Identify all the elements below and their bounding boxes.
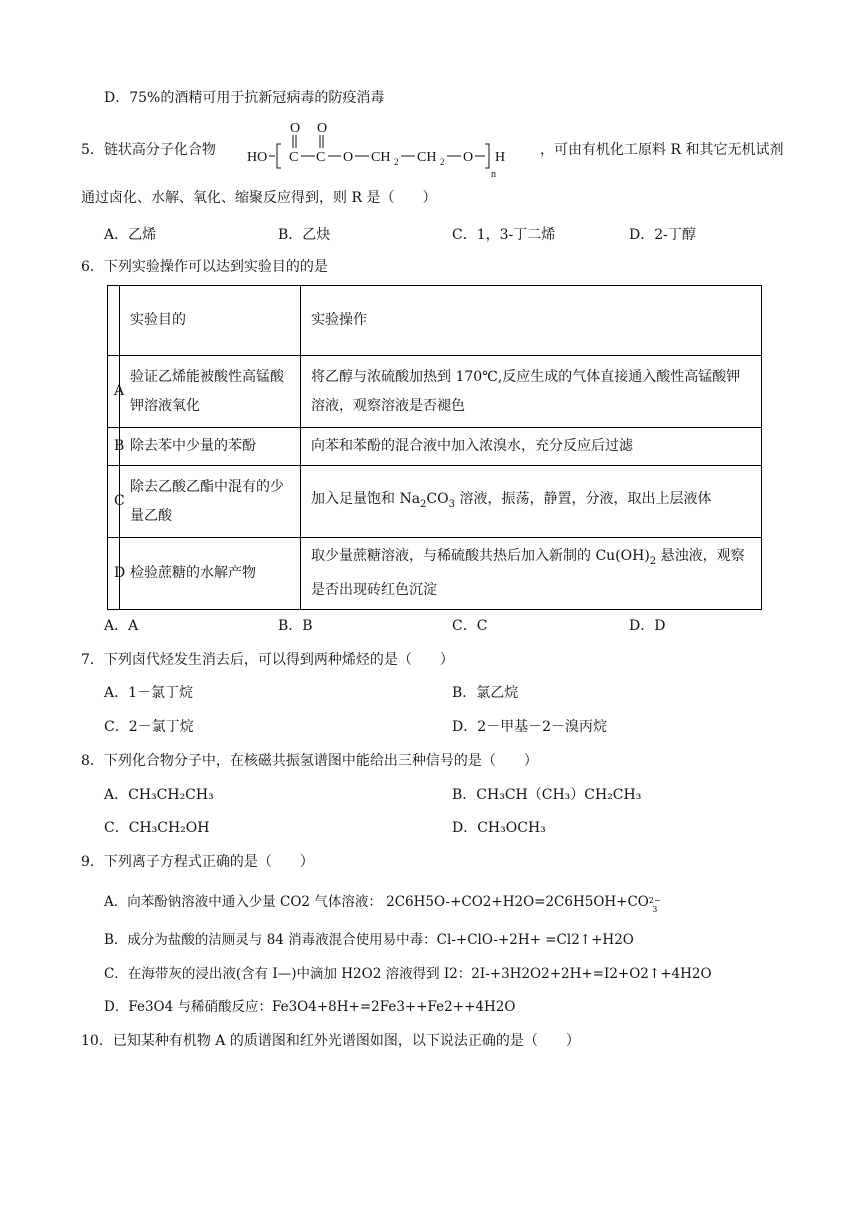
q7-stem: 7．下列卤代烃发生消去后，可以得到两种烯烃的是（ ） xyxy=(81,652,454,668)
row-operation: 取少量蔗糖溶液，与稀硫酸共热后加入新制的 $Cu(OH)_2$ 悬浊液，观察是否出现砖红色沉淀 xyxy=(301,538,762,610)
struct-o1: O xyxy=(290,121,301,136)
table-row xyxy=(108,466,762,538)
q5-stem-part3: 通过卤化、水解、氧化、缩聚反应得到，则 R 是（ ） xyxy=(81,190,437,206)
q6-option-c: C．C xyxy=(452,618,488,634)
q7-option-c: C．2－氯丁烷 xyxy=(104,719,194,735)
q5-stem-part2: ，可由有机化工原料 R 和其它无机试剂 xyxy=(540,142,784,158)
q9-option-a: A．向苯酚钠溶液中通入少量 CO2 气体溶液： 2C6H5O-+CO2+H2O=2C6H5OH+CO2− 3 xyxy=(104,894,661,914)
struct-ox: O xyxy=(343,150,354,165)
struct-c2: C xyxy=(316,150,326,165)
q6-option-d: D．D xyxy=(629,618,666,634)
struct-o2: O xyxy=(317,121,328,136)
struct-n: n xyxy=(491,169,496,180)
struct-h: H xyxy=(495,150,506,165)
q5-option-b: B．乙炔 xyxy=(278,227,331,243)
row-operation: 将乙醇与浓硫酸加热到 170℃,反应生成的气体直接通入酸性高锰酸钾溶液，观察溶液是否褪色 xyxy=(301,356,762,428)
q9-option-d: D．Fe3O4 与稀硝酸反应：Fe3O4+8H+=2Fe3++Fe2++4H2O xyxy=(104,999,516,1015)
q8-option-c: C．CH₃CH₂OH xyxy=(104,820,210,836)
struct-ch2b: CH xyxy=(417,150,437,165)
row-goal: 除去乙酸乙酯中混有的少量乙酸 xyxy=(120,466,301,538)
row-goal: 验证乙烯能被酸性高锰酸钾溶液氧化 xyxy=(120,356,301,428)
q9-option-b: B．成分为盐酸的洁厕灵与 84 消毒液混合使用易中毒：Cl-+ClO-+2H+ =Cl2↑+H2O xyxy=(104,932,634,948)
q7-option-b: B．氯乙烷 xyxy=(452,685,519,701)
q5-option-a: A．乙烯 xyxy=(104,227,157,243)
row-goal: 检验蔗糖的水解产物 xyxy=(120,538,301,610)
q7-option-a: A．1－氯丁烷 xyxy=(104,685,194,701)
row-goal: 除去苯中少量的苯酚 xyxy=(120,428,301,466)
q5-option-c: C．1，3-丁二烯 xyxy=(452,227,556,243)
q6-stem: 6．下列实验操作可以达到实验目的的是 xyxy=(81,259,328,275)
q4-option-d: D．75%的酒精可用于抗新冠病毒的防疫消毒 xyxy=(104,90,385,106)
q8-option-b: B．CH₃CH（CH₃）CH₂CH₃ xyxy=(452,787,642,803)
row-label: C xyxy=(108,466,120,538)
q7-option-d: D．2－甲基－2－溴丙烷 xyxy=(452,719,608,735)
q6-option-b: B．B xyxy=(278,618,313,634)
q8-option-d: D．CH₃OCH₃ xyxy=(452,820,546,836)
table-header-cell: 实验目的 xyxy=(120,286,301,356)
q6-option-a: A．A xyxy=(104,618,139,634)
table-header-row xyxy=(108,286,762,356)
row-operation: 加入足量饱和 $Na_2CO_3$ 溶液，振荡，静置，分液，取出上层液体 xyxy=(301,466,762,538)
table-row xyxy=(108,538,762,610)
q10-stem: 10．已知某种有机物 A 的质谱图和红外光谱图如图，以下说法正确的是（ ） xyxy=(81,1033,580,1049)
svg-text:2: 2 xyxy=(394,157,399,167)
q5-stem-part1: 5．链状高分子化合物 xyxy=(81,142,216,158)
row-label: D xyxy=(108,538,120,610)
polymer-structure-diagram xyxy=(245,118,530,180)
experiment-table xyxy=(107,285,762,610)
table-header-cell xyxy=(108,286,120,356)
table-row xyxy=(108,428,762,466)
struct-c1: C xyxy=(289,150,299,165)
q9-stem: 9．下列离子方程式正确的是（ ） xyxy=(81,854,314,870)
q5-option-d: D．2-丁醇 xyxy=(629,227,696,243)
table-row xyxy=(108,356,762,428)
struct-ch2a: CH xyxy=(371,150,391,165)
table-header-cell: 实验操作 xyxy=(301,286,762,356)
q8-stem: 8．下列化合物分子中，在核磁共振氢谱图中能给出三种信号的是（ ） xyxy=(81,753,538,769)
row-label: A xyxy=(108,356,120,428)
struct-oy: O xyxy=(463,150,474,165)
row-operation: 向苯和苯酚的混合液中加入浓溴水，充分反应后过滤 xyxy=(301,428,762,466)
svg-text:2: 2 xyxy=(440,157,445,167)
row-label: B xyxy=(108,428,120,466)
q8-option-a: A．CH₃CH₂CH₃ xyxy=(104,787,214,803)
q9-option-c: C．在海带灰的浸出液(含有 I—)中滴加 H2O2 溶液得到 I2：2I-+3H2O2+2H+=I2+O2↑+4H2O xyxy=(104,966,712,982)
struct-ho: HO xyxy=(247,150,268,165)
